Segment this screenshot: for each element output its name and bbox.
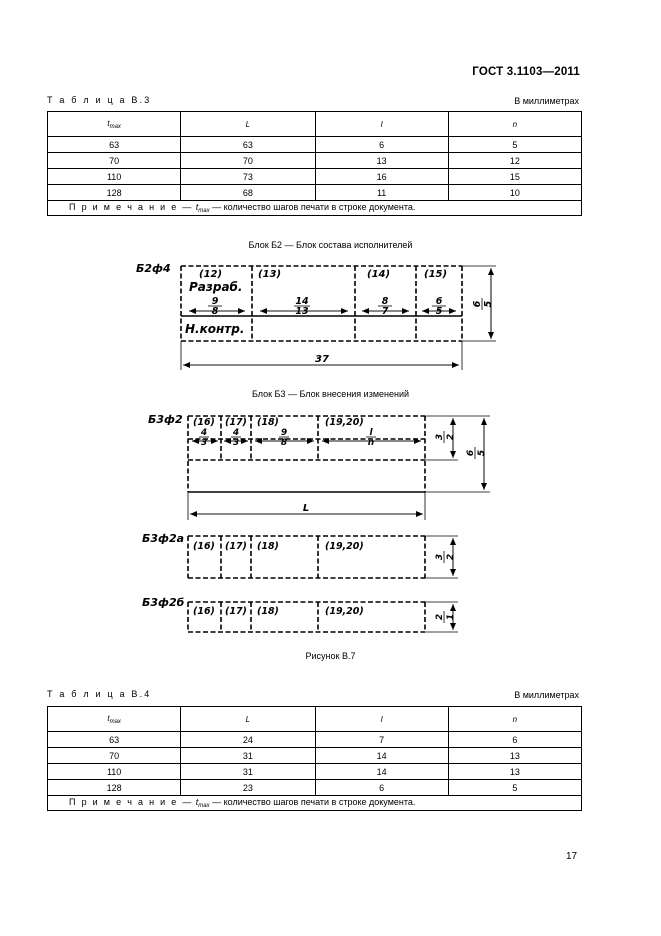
svg-text:3: 3 — [200, 438, 208, 448]
svg-text:(16): (16) — [193, 541, 215, 552]
svg-text:(18): (18) — [257, 417, 279, 428]
col-l: l — [315, 707, 448, 732]
table-row: 70 31 14 13 — [48, 748, 582, 764]
standard-header: ГОСТ 3.1103—2011 — [472, 66, 580, 78]
form-b3f2-label: Б3ф2 — [148, 413, 183, 426]
svg-text:(16): (16) — [193, 417, 215, 428]
svg-text:(17): (17) — [225, 417, 247, 428]
table-note: П р и м е ч а н и е — $t_{max}$ — количество шагов печати в строке документа. — [48, 796, 582, 811]
svg-text:14: 14 — [295, 296, 309, 307]
form-b2f4-label: Б2ф4 — [136, 262, 171, 275]
svg-text:7: 7 — [381, 306, 389, 317]
svg-text:6: 6 — [472, 300, 483, 308]
col-n: n — [448, 112, 581, 137]
table-b4-caption: Т а б л и ц а В.4 — [47, 689, 152, 699]
svg-text:13: 13 — [295, 306, 309, 317]
block-b2-title: Блок Б2 — Блок состава исполнителей — [248, 240, 413, 250]
svg-text:3: 3 — [435, 433, 445, 441]
svg-text:1: 1 — [446, 613, 456, 621]
svg-text:(17): (17) — [225, 541, 247, 552]
table-row: 128 23 6 5 — [48, 780, 582, 796]
col-t-max: $t_{max}$ — [48, 707, 181, 732]
svg-text:Разраб.: Разраб. — [189, 280, 243, 294]
svg-text:(16): (16) — [193, 606, 215, 617]
svg-text:n: n — [367, 438, 375, 448]
col-t-max: $t_{max}$ — [48, 112, 181, 137]
table-b4 — [47, 706, 582, 811]
table-note-row — [48, 796, 582, 811]
svg-text:3: 3 — [435, 553, 445, 561]
svg-text:8: 8 — [211, 306, 219, 317]
col-L: L — [181, 112, 315, 137]
svg-text:Н.контр.: Н.контр. — [185, 322, 245, 336]
table-row: 63 24 7 6 — [48, 732, 582, 748]
svg-text:(18): (18) — [257, 606, 279, 617]
table-b4-unit: В миллиметрах — [514, 690, 579, 700]
table-note: П р и м е ч а н и е — $t_{max}$ — количество шагов печати в строке документа. — [48, 201, 582, 216]
svg-text:2: 2 — [446, 433, 456, 441]
svg-text:(13): (13) — [258, 269, 282, 280]
svg-text:9: 9 — [211, 296, 219, 307]
table-row: 110 73 16 15 — [48, 169, 582, 185]
svg-text:9: 9 — [280, 428, 288, 438]
svg-text:3: 3 — [232, 438, 240, 448]
block-b3f2a-drawing — [142, 532, 458, 578]
svg-text:L: L — [302, 503, 310, 514]
svg-text:5: 5 — [435, 306, 443, 317]
svg-text:5: 5 — [477, 449, 487, 457]
svg-text:(18): (18) — [257, 541, 279, 552]
svg-text:(19,20): (19,20) — [325, 417, 364, 428]
table-b3-unit: В миллиметрах — [514, 96, 579, 106]
svg-text:2: 2 — [435, 613, 445, 621]
figure-caption: Рисунок В.7 — [305, 651, 356, 661]
col-L: L — [181, 707, 315, 732]
svg-text:(19,20): (19,20) — [325, 541, 364, 552]
svg-text:4: 4 — [232, 428, 240, 438]
svg-text:6: 6 — [435, 296, 443, 307]
table-row: 128 68 11 10 — [48, 185, 582, 201]
svg-text:5: 5 — [483, 300, 494, 308]
svg-text:(17): (17) — [225, 606, 247, 617]
form-b3f2a-label: Б3ф2а — [142, 532, 185, 545]
svg-text:4: 4 — [200, 428, 208, 438]
table-header-row — [48, 707, 582, 732]
svg-text:(15): (15) — [424, 269, 448, 280]
form-b3f2b-label: Б3ф2б — [142, 596, 185, 609]
svg-text:6: 6 — [466, 449, 476, 457]
block-b3-title: Блок Б3 — Блок внесения изменений — [251, 389, 410, 399]
block-b2-width: 37 — [315, 354, 329, 365]
svg-text:(19,20): (19,20) — [325, 606, 364, 617]
block-b3f2b-drawing — [142, 596, 458, 632]
svg-text:8: 8 — [381, 296, 389, 307]
table-row: 110 31 14 13 — [48, 764, 582, 780]
table-b3-caption: Т а б л и ц а В.3 — [47, 95, 152, 105]
table-row: 63 63 6 5 — [48, 137, 582, 153]
svg-text:(14): (14) — [367, 269, 391, 280]
block-b2-drawing — [136, 262, 496, 370]
svg-text:2: 2 — [446, 553, 456, 561]
svg-text:8: 8 — [280, 438, 288, 448]
svg-text:l: l — [369, 428, 373, 438]
col-n: n — [448, 707, 581, 732]
svg-text:(12): (12) — [199, 269, 223, 280]
col-l: l — [315, 112, 448, 137]
block-b3f2-drawing — [148, 413, 490, 520]
table-row: 70 70 13 12 — [48, 153, 582, 169]
page-number: 17 — [566, 851, 578, 862]
